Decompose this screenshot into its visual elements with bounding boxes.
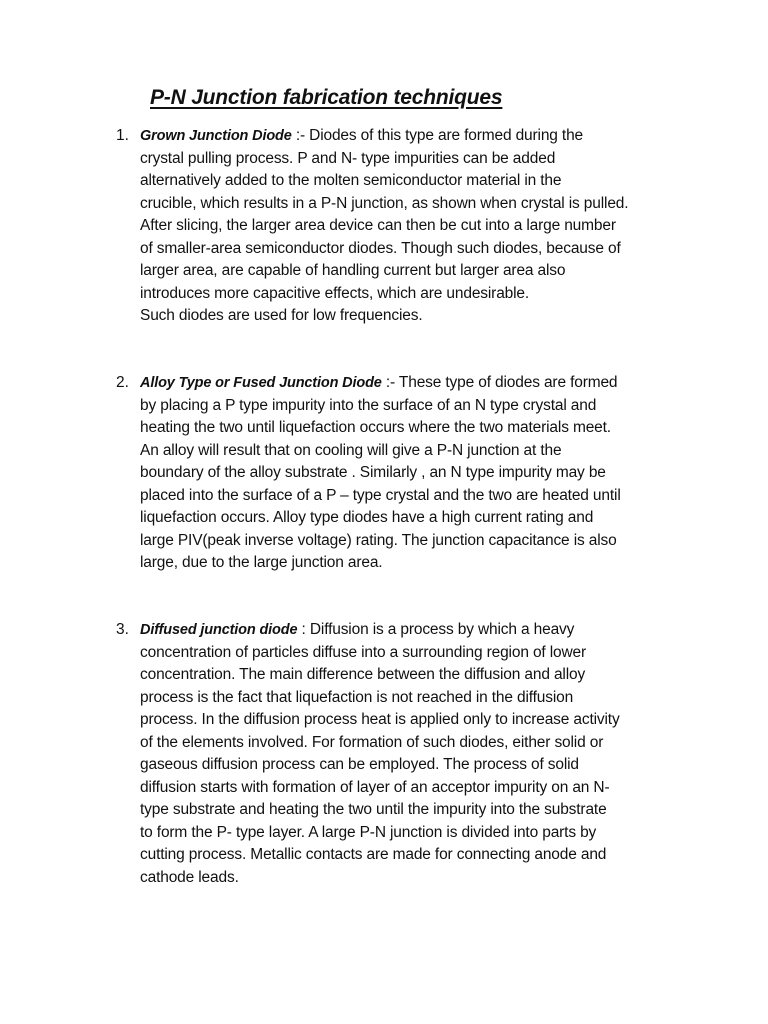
text-line: After slicing, the larger area device can then be cut into a large number [140,217,616,234]
text-line: concentration of particles diffuse into a surrounding region of lower [140,643,587,661]
text-line: crystal pulling process. P and N- type impurities can be added [140,149,556,167]
list-item-body [140,372,680,575]
first-line [140,372,680,395]
text-line: large, due to the large junction area. [140,554,383,571]
term-heading: Diffused junction diode [140,622,298,638]
text-line: cathode leads. [140,868,239,886]
term-heading: Alloy Type or Fused Junction Diode [140,375,382,391]
text-line: large PIV(peak inverse voltage) rating. The junction capacitance is also [140,531,617,549]
text-line: larger area, are capable of handling current but larger area also [140,262,566,279]
text-line: diffusion starts with formation of layer of an acceptor impurity on an N- [140,778,610,796]
text-line: of smaller-area semiconductor diodes. Though such diodes, because of [140,239,621,257]
first-line-text: : Diffusion is a process by which a heavy [297,621,575,638]
text-line: liquefaction occurs. Alloy type diodes have a high current rating and [140,509,594,526]
list-number: 2. [116,374,129,391]
text-line: of the elements involved. For formation of such diodes, either solid or [140,733,604,751]
text-line: placed into the surface of a P – type crystal and the two are heated until [140,486,621,504]
first-line-text: :- These type of diodes are formed [381,374,618,391]
list-number: 1. [116,127,129,144]
text-line: crucible, which results in a P-N junction, as shown when crystal is pulled. [140,194,629,212]
text-line: An alloy will result that on cooling will give a P-N junction at the [140,441,562,459]
text-line: to form the P- type layer. A large P-N junction is divided into parts by [140,823,597,841]
text-line: gaseous diffusion process can be employed. The process of solid [140,756,579,773]
text-line: heating the two until liquefaction occurs where the two materials meet. [140,419,611,436]
text-line: alternatively added to the molten semiconductor material in the [140,172,562,189]
text-line: by placing a P type impurity into the surface of an N type crystal and [140,396,597,414]
text-line: concentration. The main difference between the diffusion and alloy [140,666,586,683]
page-title: P-N Junction fabrication techniques [150,86,503,109]
first-line [140,619,680,642]
list-item-body [140,619,680,889]
first-line [140,125,680,148]
list-item-body [140,125,680,328]
text-line: process is the fact that liquefaction is not reached in the diffusion [140,688,574,706]
term-heading: Grown Junction Diode [140,128,292,144]
text-line: introduces more capacitive effects, which are undesirable. [140,284,530,302]
text-line: boundary of the alloy substrate . Similarly , an N type impurity may be [140,464,606,481]
text-line: cutting process. Metallic contacts are made for connecting anode and [140,846,607,863]
text-line: process. In the diffusion process heat is applied only to increase activity [140,711,620,728]
text-line: Such diodes are used for low frequencies. [140,307,423,324]
first-line-text: :- Diodes of this type are formed during the [291,127,584,144]
list-number: 3. [116,621,129,638]
text-line: type substrate and heating the two until the impurity into the substrate [140,801,607,818]
